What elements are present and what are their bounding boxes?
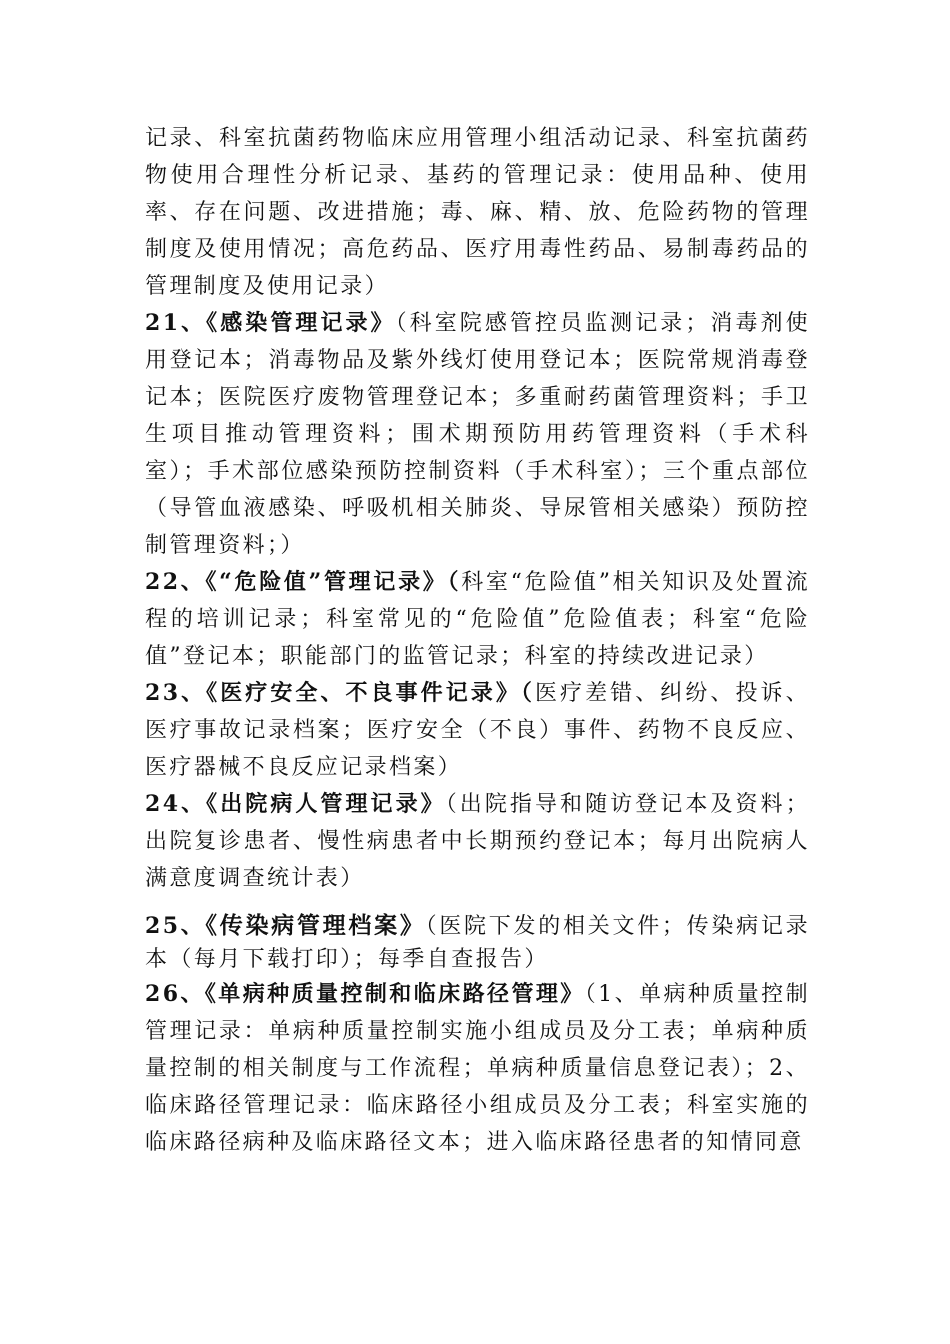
item-body: （科室院感管控员监测记录；消毒剂使用登记本；消毒物品及紫外线灯使用登记本；医院常规消毒登记本；医院医疗废物管理登记本；多重耐药菌管理资料；手卫生项目推动管理资料；围术期预防用药管理资料（手术科室）；手术部位感染预防控制资料（手术科室）；三个重点部位（导管血液感染、呼吸机相关肺炎、导尿管相关感染）预防控制管理资料；） [145, 311, 810, 558]
item-number: 25、 [145, 913, 206, 939]
item-number: 22、 [145, 569, 206, 595]
item-body: 科室“危险值”相关知识及处置流程的培训记录；科室常见的“危险值”危险值表；科室“危险值”登记本；职能部门的监管记录；科室的持续改进记录） [145, 570, 810, 669]
item-21 [145, 305, 810, 564]
document-body [145, 120, 810, 1161]
item-title: 《传染病管理档案》 [205, 912, 426, 939]
item-23 [145, 675, 810, 786]
item-26 [145, 976, 810, 1161]
item-title: 《单病种质量控制和临床路径管理》 [204, 981, 585, 1007]
intro-paragraph: 记录、科室抗菌药物临床应用管理小组活动记录、科室抗菌药物使用合理性分析记录、基药的管理记录：使用品种、使用率、存在问题、改进措施；毒、麻、精、放、危险药物的管理制度及使用情况；高危药品、医疗用毒性药品、易制毒药品的管理制度及使用记录） [145, 126, 810, 299]
item-title: 《感染管理记录》 [206, 310, 396, 336]
item-body: 医疗差错、纠纷、投诉、医疗事故记录档案；医疗安全（不良）事件、药物不良反应、医疗器械不良反应记录档案） [145, 681, 810, 780]
item-title: 《“危险值”管理记录》（ [205, 569, 462, 595]
item-number: 23、 [145, 680, 207, 706]
item-title: 《医疗安全、不良事件记录》（ [206, 680, 535, 706]
item-24 [145, 786, 810, 897]
item-body: （1、单病种质量控制管理记录：单病种质量控制实施小组成员及分工表；单病种质量控制的相关制度与工作流程；单病种质量信息登记表）；2、临床路径管理记录：临床路径小组成员及分工表；科室实施的临床路径病种及临床路径文本；进入临床路径患者的知情同意 [145, 982, 810, 1155]
item-number: 21、 [145, 310, 207, 336]
item-25 [145, 909, 810, 976]
item-body: （医院下发的相关文件；传染病记录本（每月下载打印）；每季自查报告） [145, 914, 810, 972]
item-body: （出院指导和随访登记本及资料；出院复诊患者、慢性病患者中长期预约登记本；每月出院病人满意度调查统计表） [145, 792, 810, 891]
item-number: 24、 [145, 791, 207, 817]
item-number: 26、 [145, 981, 205, 1007]
item-22 [145, 564, 810, 675]
item-title: 《出院病人管理记录》 [206, 791, 446, 817]
